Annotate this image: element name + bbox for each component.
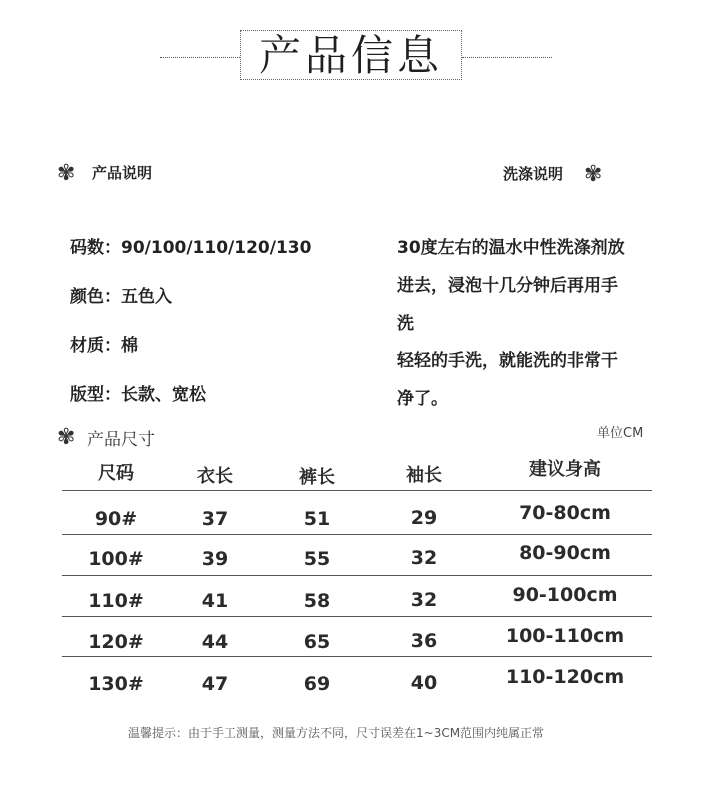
table-cell: 40 <box>410 672 438 694</box>
table-cell: 36 <box>410 630 438 652</box>
column-header: 裤长 <box>299 467 335 488</box>
table-divider <box>62 575 652 576</box>
table-cell: 32 <box>410 589 438 611</box>
wash-line: 净了。 <box>397 389 448 409</box>
table-cell: 69 <box>303 673 331 695</box>
table-cell: 70-80cm <box>519 502 611 524</box>
column-header: 建议身高 <box>529 459 601 480</box>
wash-line: 进去，浸泡十几分钟后再用手 <box>397 276 618 296</box>
table-divider <box>62 616 652 617</box>
table-cell: 58 <box>303 590 331 612</box>
table-cell: 110-120cm <box>505 666 625 688</box>
unit-label: 单位CM <box>597 426 644 441</box>
flower-icon: ✾ <box>57 425 76 450</box>
spec-size: 码数：90/100/110/120/130 <box>70 238 312 258</box>
table-cell: 32 <box>410 547 438 569</box>
spec-fit: 版型：长款、宽松 <box>70 385 206 405</box>
spec-color: 颜色：五色入 <box>70 287 172 307</box>
spec-material: 材质：棉 <box>70 336 138 356</box>
table-cell: 90-100cm <box>512 584 618 606</box>
column-header: 尺码 <box>98 463 134 484</box>
size-heading: 产品尺寸 <box>87 430 155 450</box>
table-cell: 130# <box>88 673 144 695</box>
table-cell: 44 <box>201 631 229 653</box>
table-cell: 47 <box>201 673 229 695</box>
wash-line: 30度左右的温水中性洗涤剂放 <box>397 238 625 258</box>
table-cell: 80-90cm <box>519 542 611 564</box>
table-divider <box>62 656 652 657</box>
wash-heading: 洗涤说明 <box>503 165 564 183</box>
flower-icon: ✾ <box>57 161 76 186</box>
column-header: 衣长 <box>197 466 233 487</box>
wash-line: 轻轻的手洗，就能洗的非常干 <box>397 351 618 371</box>
flower-icon: ✾ <box>584 162 603 187</box>
table-cell: 39 <box>201 548 229 570</box>
table-cell: 29 <box>410 507 438 529</box>
title-divider-right <box>462 57 552 58</box>
table-cell: 65 <box>303 631 331 653</box>
table-divider <box>62 490 652 491</box>
table-cell: 120# <box>88 631 144 653</box>
column-header: 袖长 <box>406 465 442 486</box>
table-cell: 90# <box>94 508 138 530</box>
product-desc-heading: 产品说明 <box>92 164 153 182</box>
table-cell: 110# <box>88 590 144 612</box>
table-cell: 37 <box>201 508 229 530</box>
table-cell: 41 <box>201 590 229 612</box>
footer-tip: 温馨提示：由于手工测量，测量方法不同，尺寸误差在1~3CM范围内纯属正常 <box>128 726 545 740</box>
page-title: 产品信息 <box>258 31 443 80</box>
table-cell: 51 <box>303 508 331 530</box>
table-cell: 100-110cm <box>505 625 625 647</box>
table-cell: 100# <box>88 548 144 570</box>
table-cell: 55 <box>303 548 331 570</box>
title-divider-left <box>160 57 240 58</box>
table-divider <box>62 534 652 535</box>
wash-line: 洗 <box>397 314 414 334</box>
